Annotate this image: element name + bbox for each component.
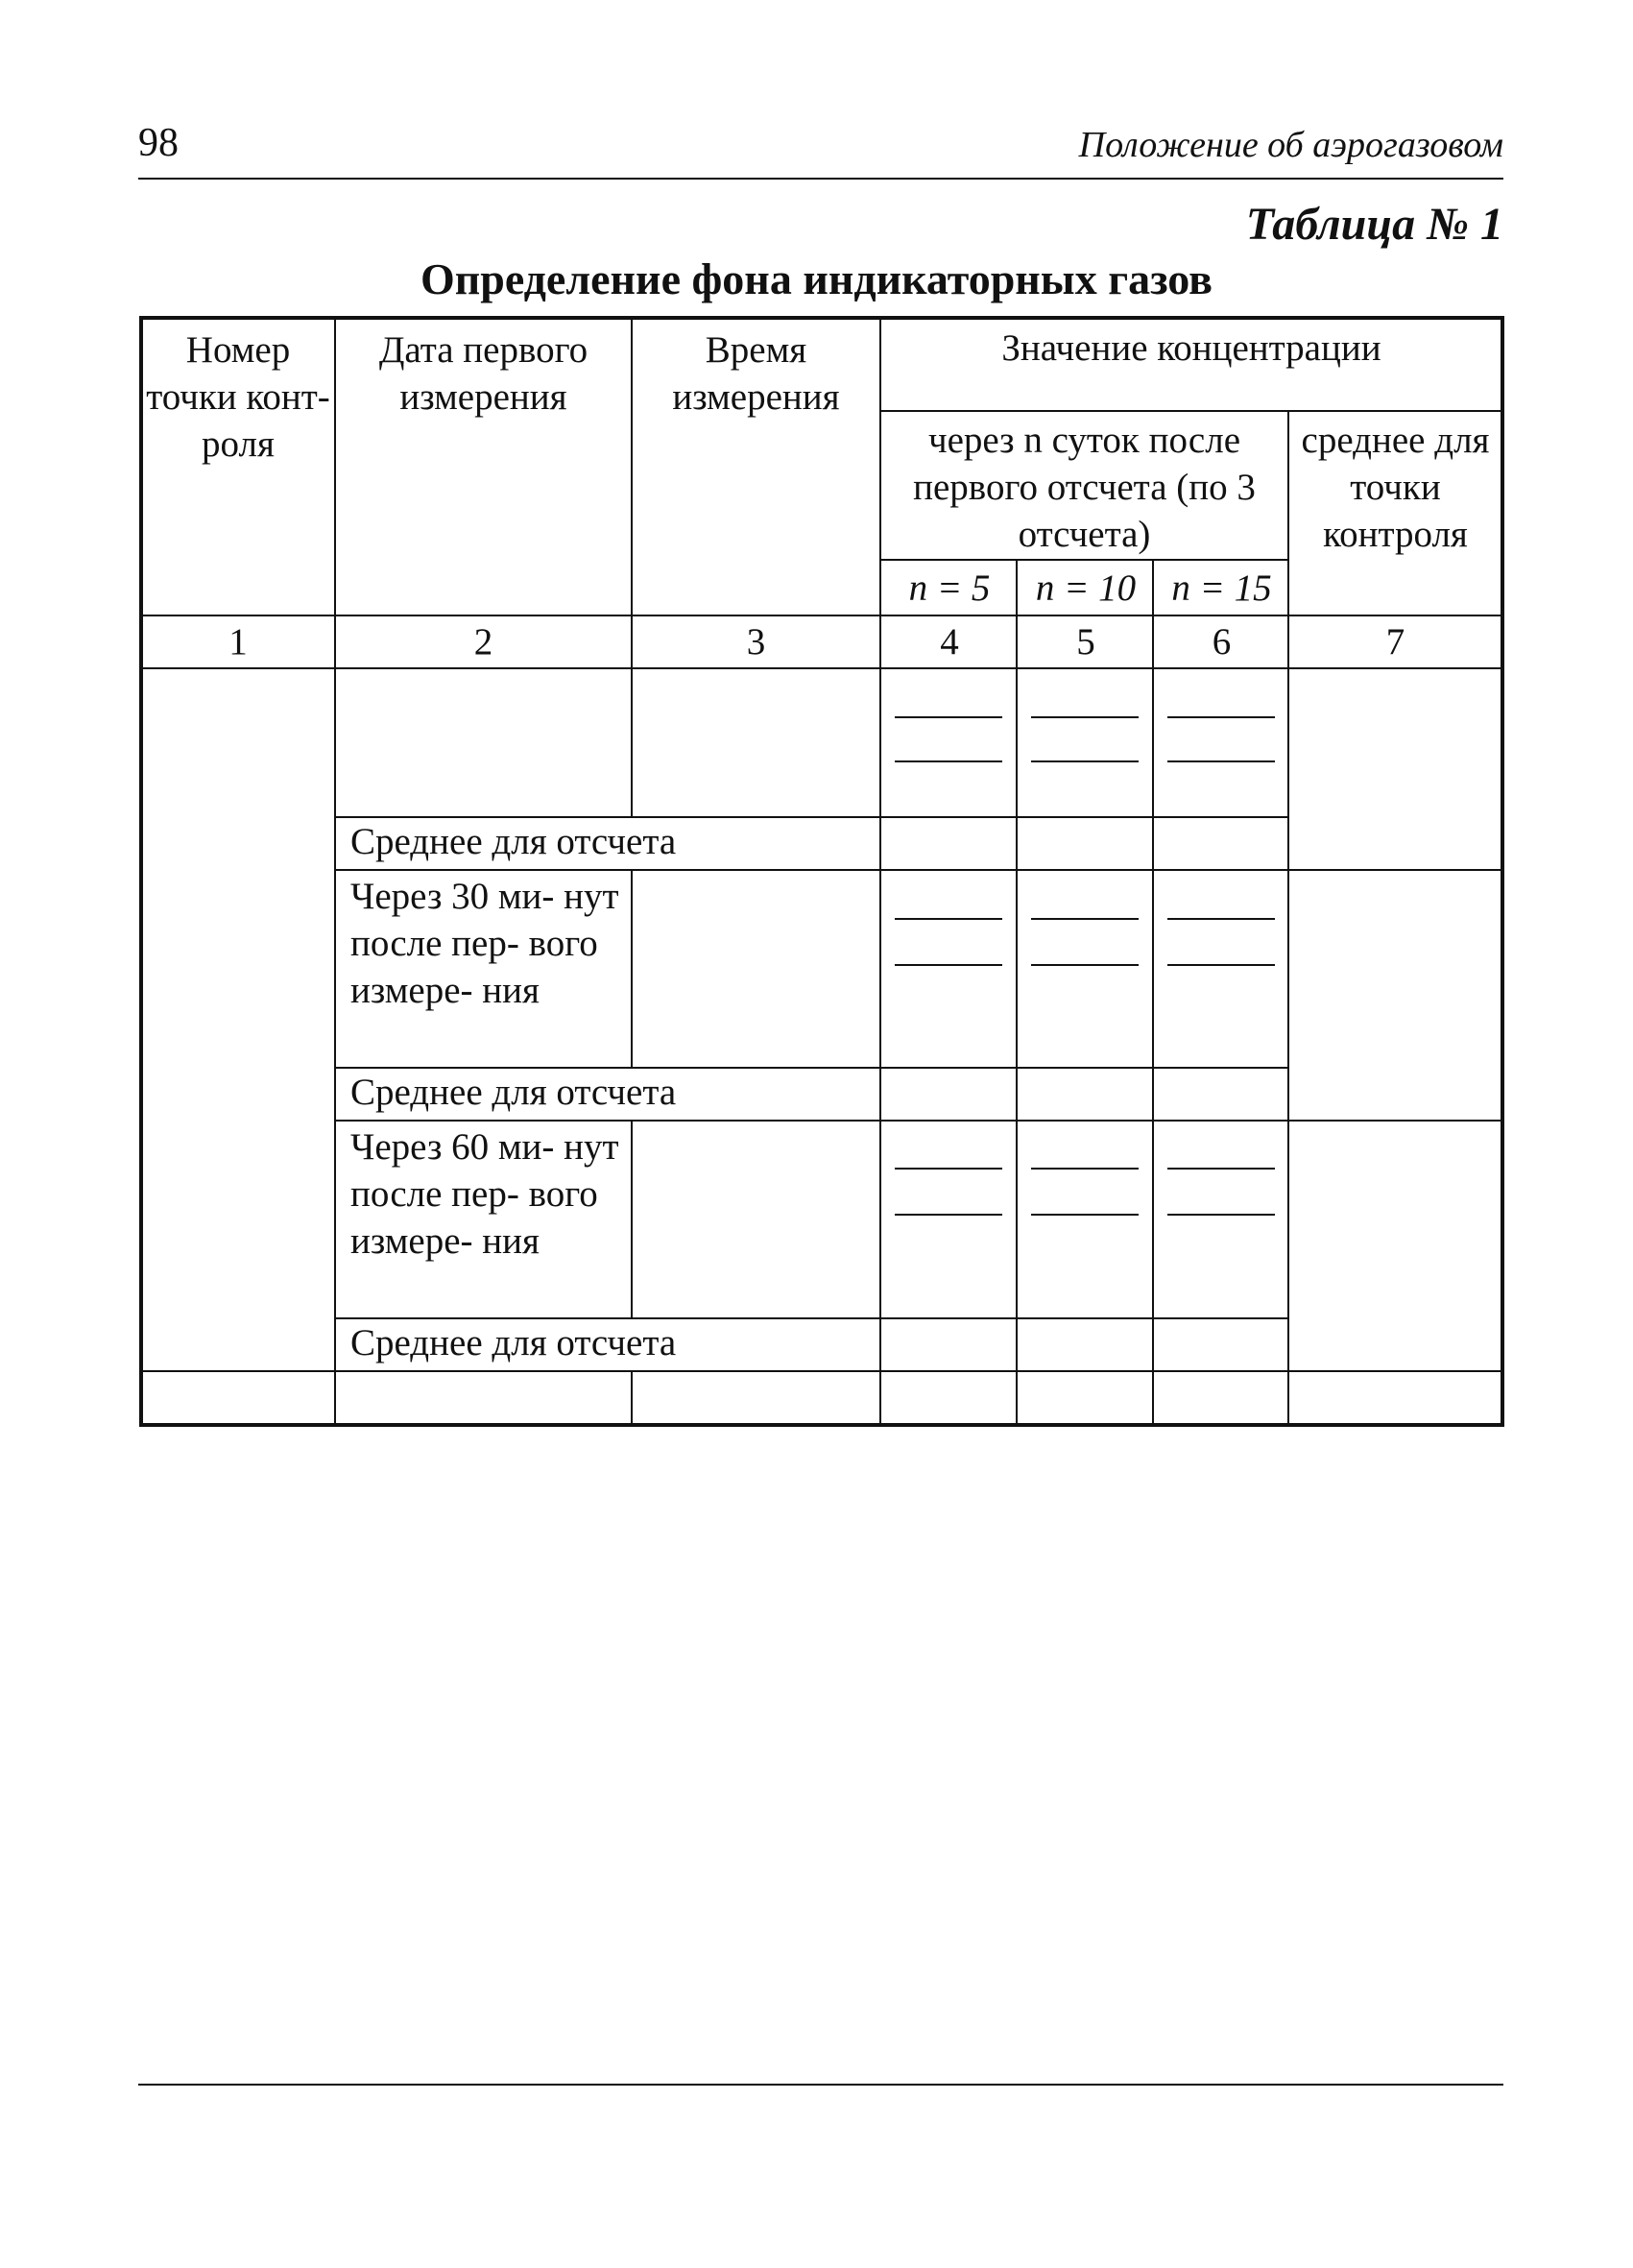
header-n15: n = 15 [1171, 567, 1272, 609]
header-concentration-value: Значение концентрации [1001, 327, 1381, 369]
header-n5: n = 5 [908, 567, 991, 609]
blank-line [1031, 760, 1139, 762]
header-average-for-point: среднее для точки контроля [1301, 420, 1490, 555]
column-number-7: 7 [1385, 621, 1405, 663]
row-after-30-minutes: Через 30 ми- нут после пер- вого измере- ния [350, 876, 619, 1011]
footer-rule [138, 2084, 1503, 2086]
blank-line [1167, 760, 1275, 762]
blank-line [895, 760, 1002, 762]
blank-line [1031, 1168, 1139, 1170]
header-measurement-time: Время измерения [672, 329, 840, 418]
table-title: Определение фона индикаторных газов [420, 254, 1213, 303]
blank-line [895, 964, 1002, 966]
column-number-1: 1 [228, 621, 248, 663]
running-head: Положение об аэрогазовом [1078, 125, 1503, 165]
blank-line [1167, 1168, 1275, 1170]
column-number-6: 6 [1212, 621, 1232, 663]
page-number: 98 [138, 121, 179, 165]
blank-line [895, 918, 1002, 920]
blank-line [1167, 716, 1275, 718]
blank-line [1167, 964, 1275, 966]
header-first-measurement-date: Дата первого измерения [378, 329, 588, 418]
column-number-3: 3 [746, 621, 766, 663]
column-number-4: 4 [940, 621, 959, 663]
header-after-n-days: через n суток после первого отсчета (по 3 отсчета) [913, 420, 1256, 555]
column-number-5: 5 [1076, 621, 1095, 663]
header-n10: n = 10 [1035, 567, 1137, 609]
header-control-point-number: Номер точки конт- роля [146, 329, 330, 465]
blank-line [1031, 716, 1139, 718]
table-label: Таблица № 1 [1245, 199, 1503, 250]
blank-line [895, 1214, 1002, 1216]
row-after-60-minutes: Через 60 ми- нут после пер- вого измере- ния [350, 1126, 619, 1262]
blank-line [1031, 918, 1139, 920]
blank-line [895, 716, 1002, 718]
row-average-label: Среднее для отсчета [350, 1322, 677, 1363]
column-number-2: 2 [473, 621, 493, 663]
blank-line [1167, 1214, 1275, 1216]
blank-line [1031, 1214, 1139, 1216]
blank-line [1167, 918, 1275, 920]
row-average-label: Среднее для отсчета [350, 821, 677, 862]
blank-line [1031, 964, 1139, 966]
blank-line [895, 1168, 1002, 1170]
row-average-label: Среднее для отсчета [350, 1072, 677, 1113]
header-rule [138, 178, 1503, 180]
